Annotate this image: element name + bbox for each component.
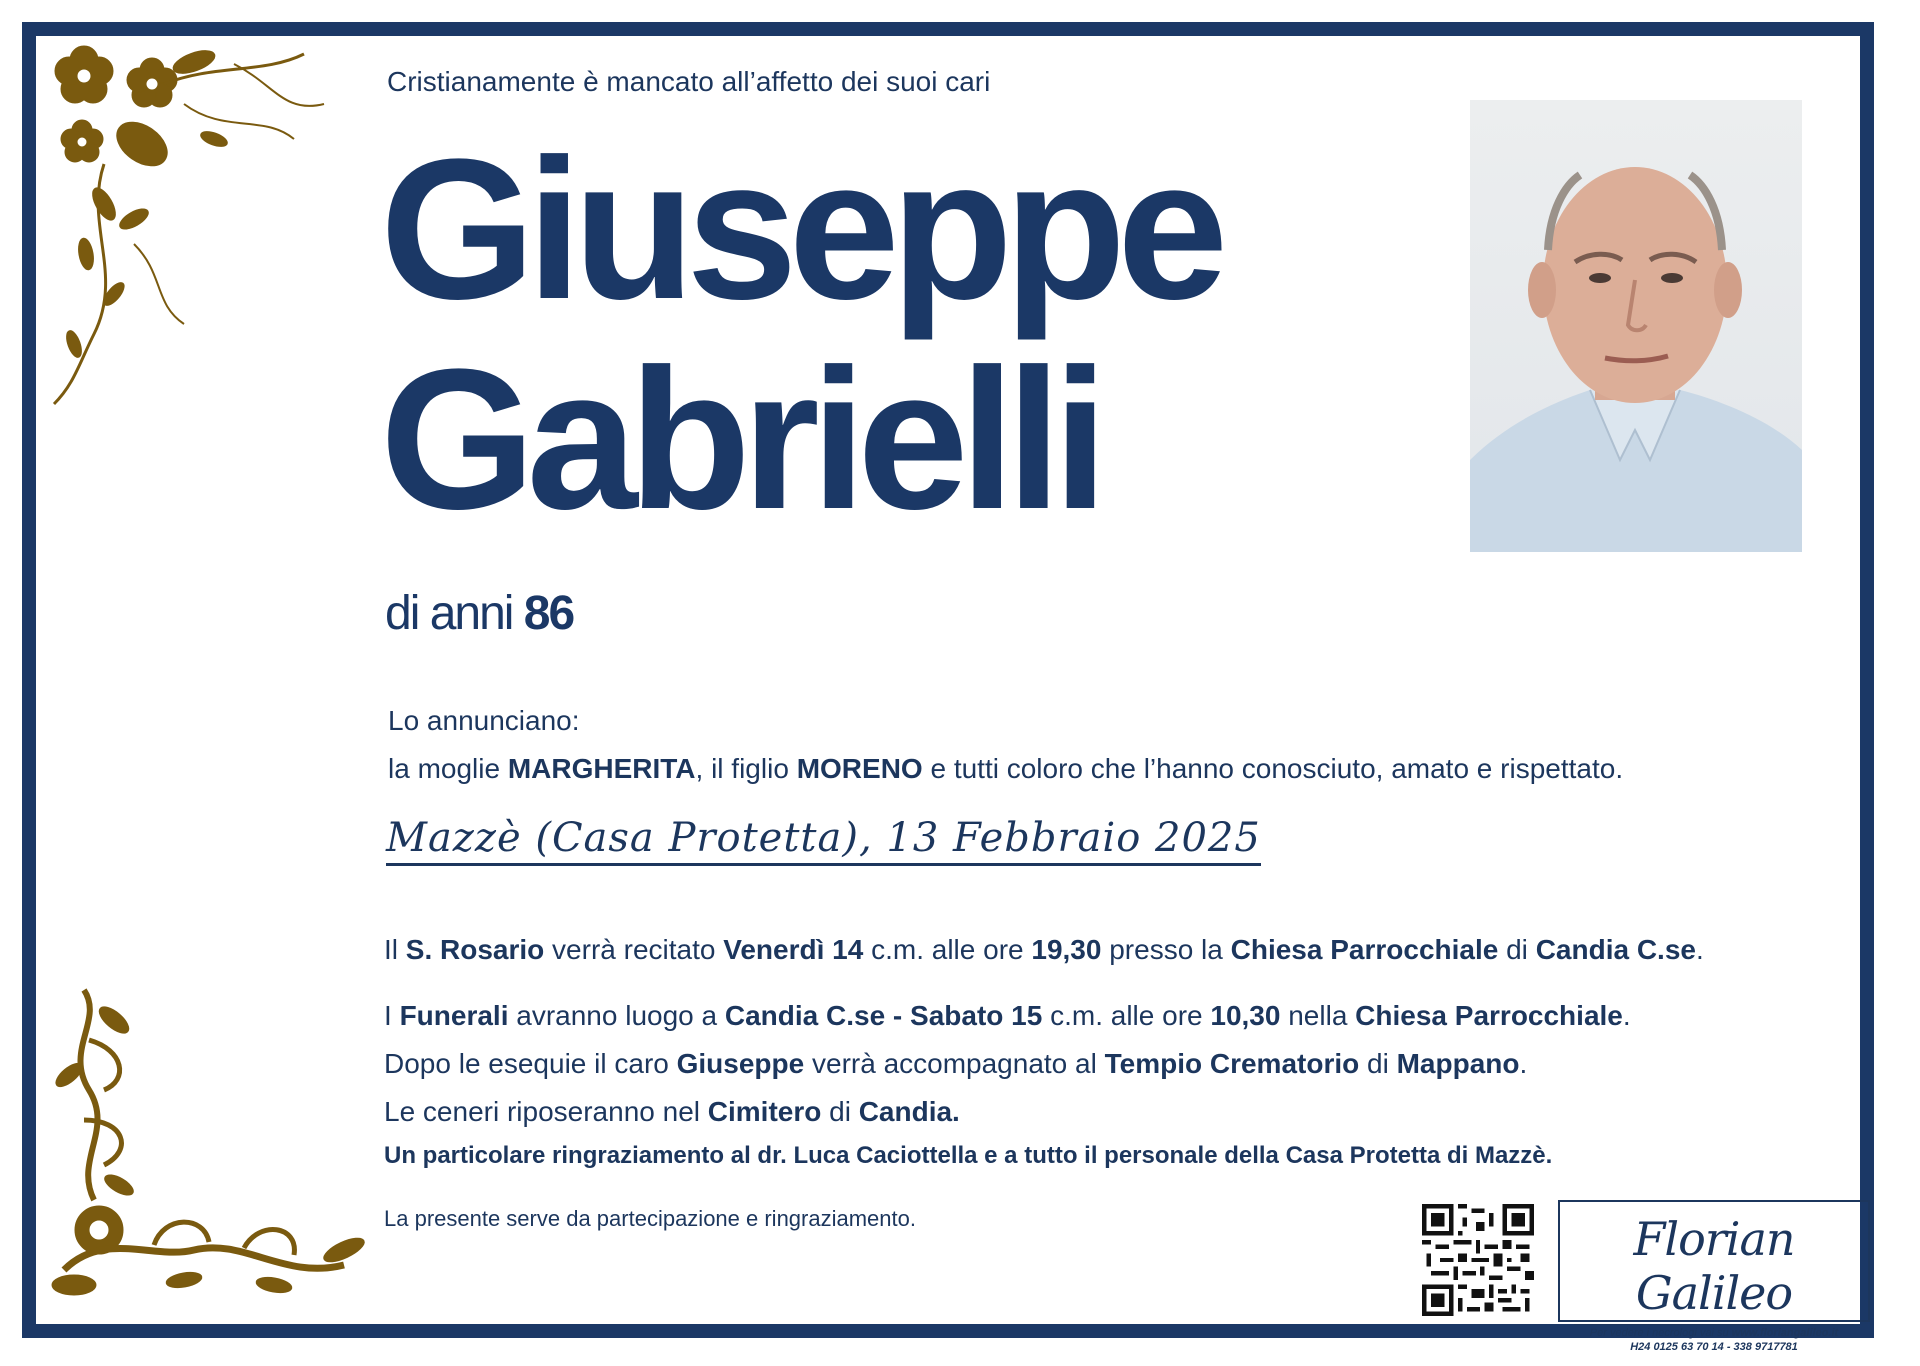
announcement-family — [388, 745, 1623, 793]
announcement-text-3: e tutti coloro che l’hanno conosciuto, amato e rispettato. — [922, 753, 1624, 784]
announcement-text-2: , il figlio — [695, 753, 797, 784]
agency-phone: H24 0125 63 70 14 - 338 9717781 — [1630, 1341, 1798, 1353]
announcement-block — [388, 697, 1623, 793]
portrait-photo — [1470, 100, 1802, 552]
agency-website[interactable]: www.floriangalileo.it — [1731, 1327, 1839, 1339]
last-name: Gabrielli — [380, 328, 1100, 551]
agency-name: Florian Galileo — [1633, 1212, 1795, 1320]
age-value: 86 — [523, 587, 574, 640]
wife-name: MARGHERITA — [507, 753, 696, 784]
age-prefix: di anni — [385, 587, 513, 640]
footnote: La presente serve da partecipazione e ringraziamento. — [384, 1206, 916, 1231]
qr-code-icon[interactable] — [1422, 1204, 1534, 1316]
floral-ornament-top-left-icon — [44, 44, 374, 424]
cremation-line: Dopo le esequie il caro Giuseppe verrà accompagnato al Tempio Crematorio di Mappano. — [384, 1048, 1528, 1079]
funeral-line: I Funerali avranno luogo a Candia C.se - Sabato 15 c.m. alle ore 10,30 nella Chiesa Parrocchiale. — [384, 1000, 1631, 1031]
agency-website-line: Per vedere i necrologi vai su www.floriangalileo.it — [1589, 1327, 1839, 1339]
announcement-lead: Lo annunciano: — [388, 705, 580, 736]
service-details — [384, 926, 1834, 1176]
place-date: Mazzè (Casa Protetta), 13 Febbraio 2025 — [386, 815, 1261, 866]
son-name: MORENO — [796, 753, 923, 784]
rosary-line: Il S. Rosario verrà recitato Venerdì 14 c.m. alle ore 19,30 presso la Chiesa Parrocchiale di Candia C.se. — [384, 934, 1704, 965]
ashes-line: Le ceneri riposeranno nel Cimitero di Candia. — [384, 1096, 960, 1127]
floral-ornament-bottom-left-icon — [44, 980, 384, 1300]
first-name: Giuseppe — [380, 118, 1220, 341]
intro-line: Cristianamente è mancato all’affetto dei suoi cari — [387, 66, 991, 97]
agency-logo — [1558, 1200, 1870, 1353]
age-line — [385, 586, 573, 641]
thanks-line: Un particolare ringraziamento al dr. Luca Caciottella e a tutto il personale della Casa Protetta di Mazzè. — [384, 1142, 1553, 1169]
logo-divider — [1574, 1324, 1854, 1325]
announcement-text-1: la moglie — [388, 753, 508, 784]
